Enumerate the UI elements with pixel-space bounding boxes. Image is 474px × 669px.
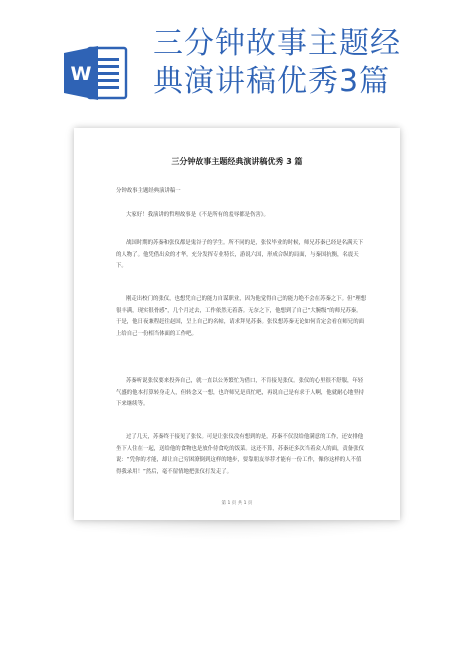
document-subtitle: 分钟故事主题经典演讲稿一 — [116, 188, 181, 194]
banner-title-line-2: 典演讲稿优秀3篇 — [153, 64, 391, 99]
paragraph-5: 过了几天，苏秦终于接见了张仪。可是让张仪没有想到的是，苏秦不仅没给他满意的工作，还安排他坐下人住在一起，送给他的食物也是放仆侍食吃的饭菜。这还不算，苏秦还多次当着众人的面，责备张仪说：“凭你的才能，却让自己穷困潦倒到这样的地步，要靠朋友举荐才能有一份工作，像你这样的人不值得我录用！”然后，毫不留情地把张仪打发走了。 — [116, 434, 364, 475]
paragraph-2: 战国时期的苏秦和张仪都是鬼谷子的学生。所不同的是，张仪毕业的时候，师兄苏秦已经是名满天下的人物了。他凭借出众的才华，充分发挥专业特长，游说六国，形成合纵的局面，与秦国抗衡，名震天下。 — [116, 240, 364, 269]
document-title: 三分钟故事主题经典演讲稿优秀 3 篇 — [171, 157, 303, 166]
header-banner — [0, 0, 474, 110]
word-document-icon — [64, 44, 128, 102]
page-shadow — [60, 520, 414, 540]
document-page — [74, 128, 400, 520]
paragraph-1: 大家好！我演讲的哲理故事是《不是所有的羞辱都是伤害》。 — [126, 212, 269, 218]
banner-title-line-1: 三分钟故事主题经 — [153, 26, 401, 61]
page-number: 第 1 页 共 1 页 — [221, 501, 253, 506]
paragraph-3: 刚走出校门的张仪，也想凭自己的能力自谋职业，因为他觉得自己的能力绝不会在苏秦之下。但“理想很丰满，现实很骨感”，几个月过去，工作依然无着落。无奈之下，他想到了自己“大腕级”的师兄苏秦。于是，他日夜兼程赶往赵国，呈上自己的名帖，请求拜见苏秦。张仪想苏秦无论如何肯定会看在师兄的面上给自己一份相当体面的工作吧。 — [116, 296, 366, 337]
paragraph-4: 苏秦听说张仪要来投奔自己，就一直以公务繁忙为借口，不肯接见张仪。张仪的心里很不舒服，年轻气盛的他本打算转身走人，但转念又一想，也许师兄是真忙吧，再说自己是有求于人啊，他就耐心地坚持下来继续等。 — [116, 378, 364, 407]
word-icon-letter: W — [70, 63, 92, 85]
